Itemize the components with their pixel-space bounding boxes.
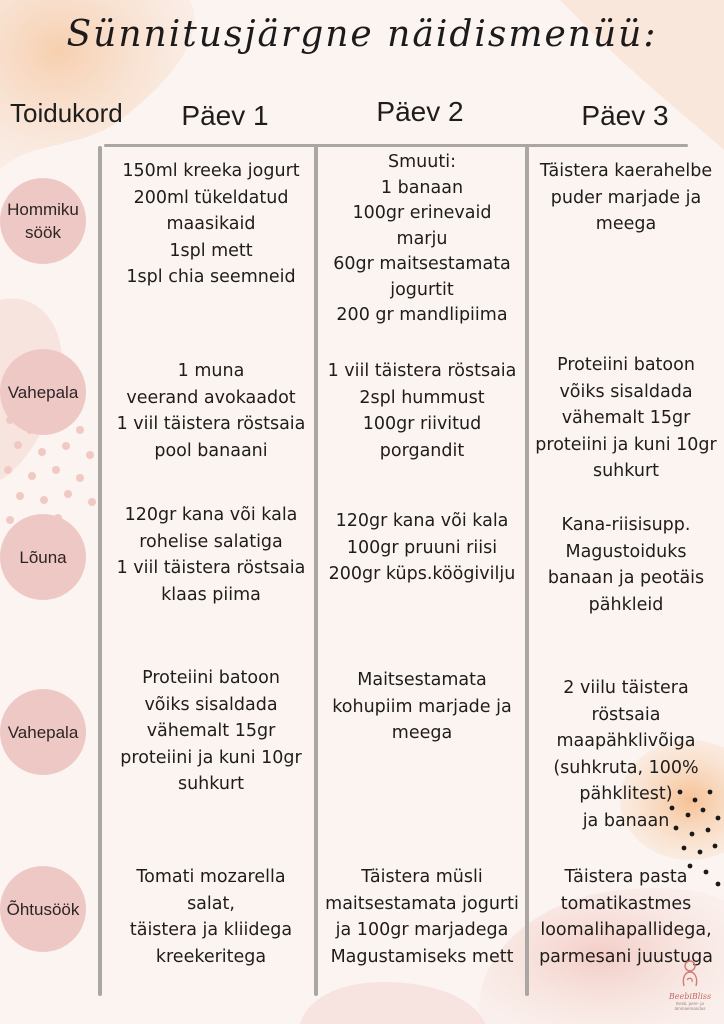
header-divider — [104, 144, 688, 147]
meal-circle-breakfast — [0, 178, 86, 264]
cell-lunch-day3: Kana-riisisupp. Magustoiduks banaan ja peotäis pähkleid — [547, 515, 705, 615]
pink-blob-bottom-center — [300, 982, 485, 1024]
cell-snack2-day2: Maitsestamata kohupiim marjade ja meega — [332, 670, 512, 743]
cell-dinner-day1: Tomati mozarella salat, täistera ja kliidega kreekeritega — [129, 867, 293, 967]
baby-logo-icon — [679, 958, 701, 988]
cell-dinner-day2: Täistera müsli maitsestamata jogurti ja 100gr marjadega Magustamiseks mett — [325, 867, 519, 967]
meal-circle-lunch — [0, 514, 86, 600]
column-divider-1 — [98, 146, 102, 996]
cell-breakfast-day2: Smuuti: 1 banaan 100gr erinevaid marju 60gr maitsestamata jogurtit 200 gr mandlipiima — [333, 152, 511, 325]
meal-name: Vahepala — [7, 722, 79, 742]
cell-breakfast-day3: Täistera kaerahelbe puder marjade ja meega — [539, 161, 713, 234]
logo-tagline: Eesti, pere- ja ämmaemandus — [674, 1001, 706, 1011]
meal-circle-snack-1 — [0, 349, 86, 435]
meal-circle-snack-2 — [0, 689, 86, 775]
cell-snack1-day3: Proteiini batoon võiks sisaldada vähemalt 15gr proteiini ja kuni 10gr suhkurt — [535, 355, 717, 481]
cell-lunch-day2: 120gr kana või kala 100gr pruuni riisi 200gr küps.köögivilju — [328, 511, 516, 584]
cell-snack2-day3: 2 viilu täistera röstsaia maapähklivõiga (suhkruta, 100% pähklitest) ja banaan — [553, 678, 699, 831]
header-meal-label: Toidukord — [10, 98, 123, 128]
meal-name: Õhtusöök — [6, 899, 80, 919]
cell-snack1-day2: 1 viil täistera röstsaia 2spl hummust 100gr riivitud porgandit — [327, 361, 517, 461]
meal-name: Lõuna — [19, 547, 67, 567]
cell-lunch-day1: 120gr kana või kala rohelise salatiga 1 viil täistera röstsaia klaas piima — [116, 505, 306, 605]
cell-snack2-day1: Proteiini batoon võiks sisaldada vähemalt 15gr proteiini ja kuni 10gr suhkurt — [120, 668, 302, 794]
logo-name: BeebiBliss — [668, 992, 712, 1001]
cell-breakfast-day1: 150ml kreeka jogurt 200ml tükeldatud maasikaid 1spl mett 1spl chia seemneid — [122, 161, 300, 287]
cell-snack1-day1: 1 muna veerand avokaadot 1 viil täistera röstsaia pool banaani — [116, 361, 306, 461]
meal-name: Vahepala — [7, 382, 79, 402]
header-day-1: Päev 1 — [181, 100, 269, 131]
header-day-2: Päev 2 — [376, 96, 464, 127]
page-title: Sünnitusjärgne näidismenüü: — [66, 14, 658, 55]
brand-logo — [662, 958, 718, 1011]
meal-circle-dinner — [0, 866, 86, 952]
cell-dinner-day3: Täistera pasta tomatikastmes loomalihapallidega, parmesani juustuga — [539, 867, 713, 967]
meal-name: Hommiku söök — [7, 200, 79, 242]
header-day-3: Päev 3 — [581, 100, 669, 131]
